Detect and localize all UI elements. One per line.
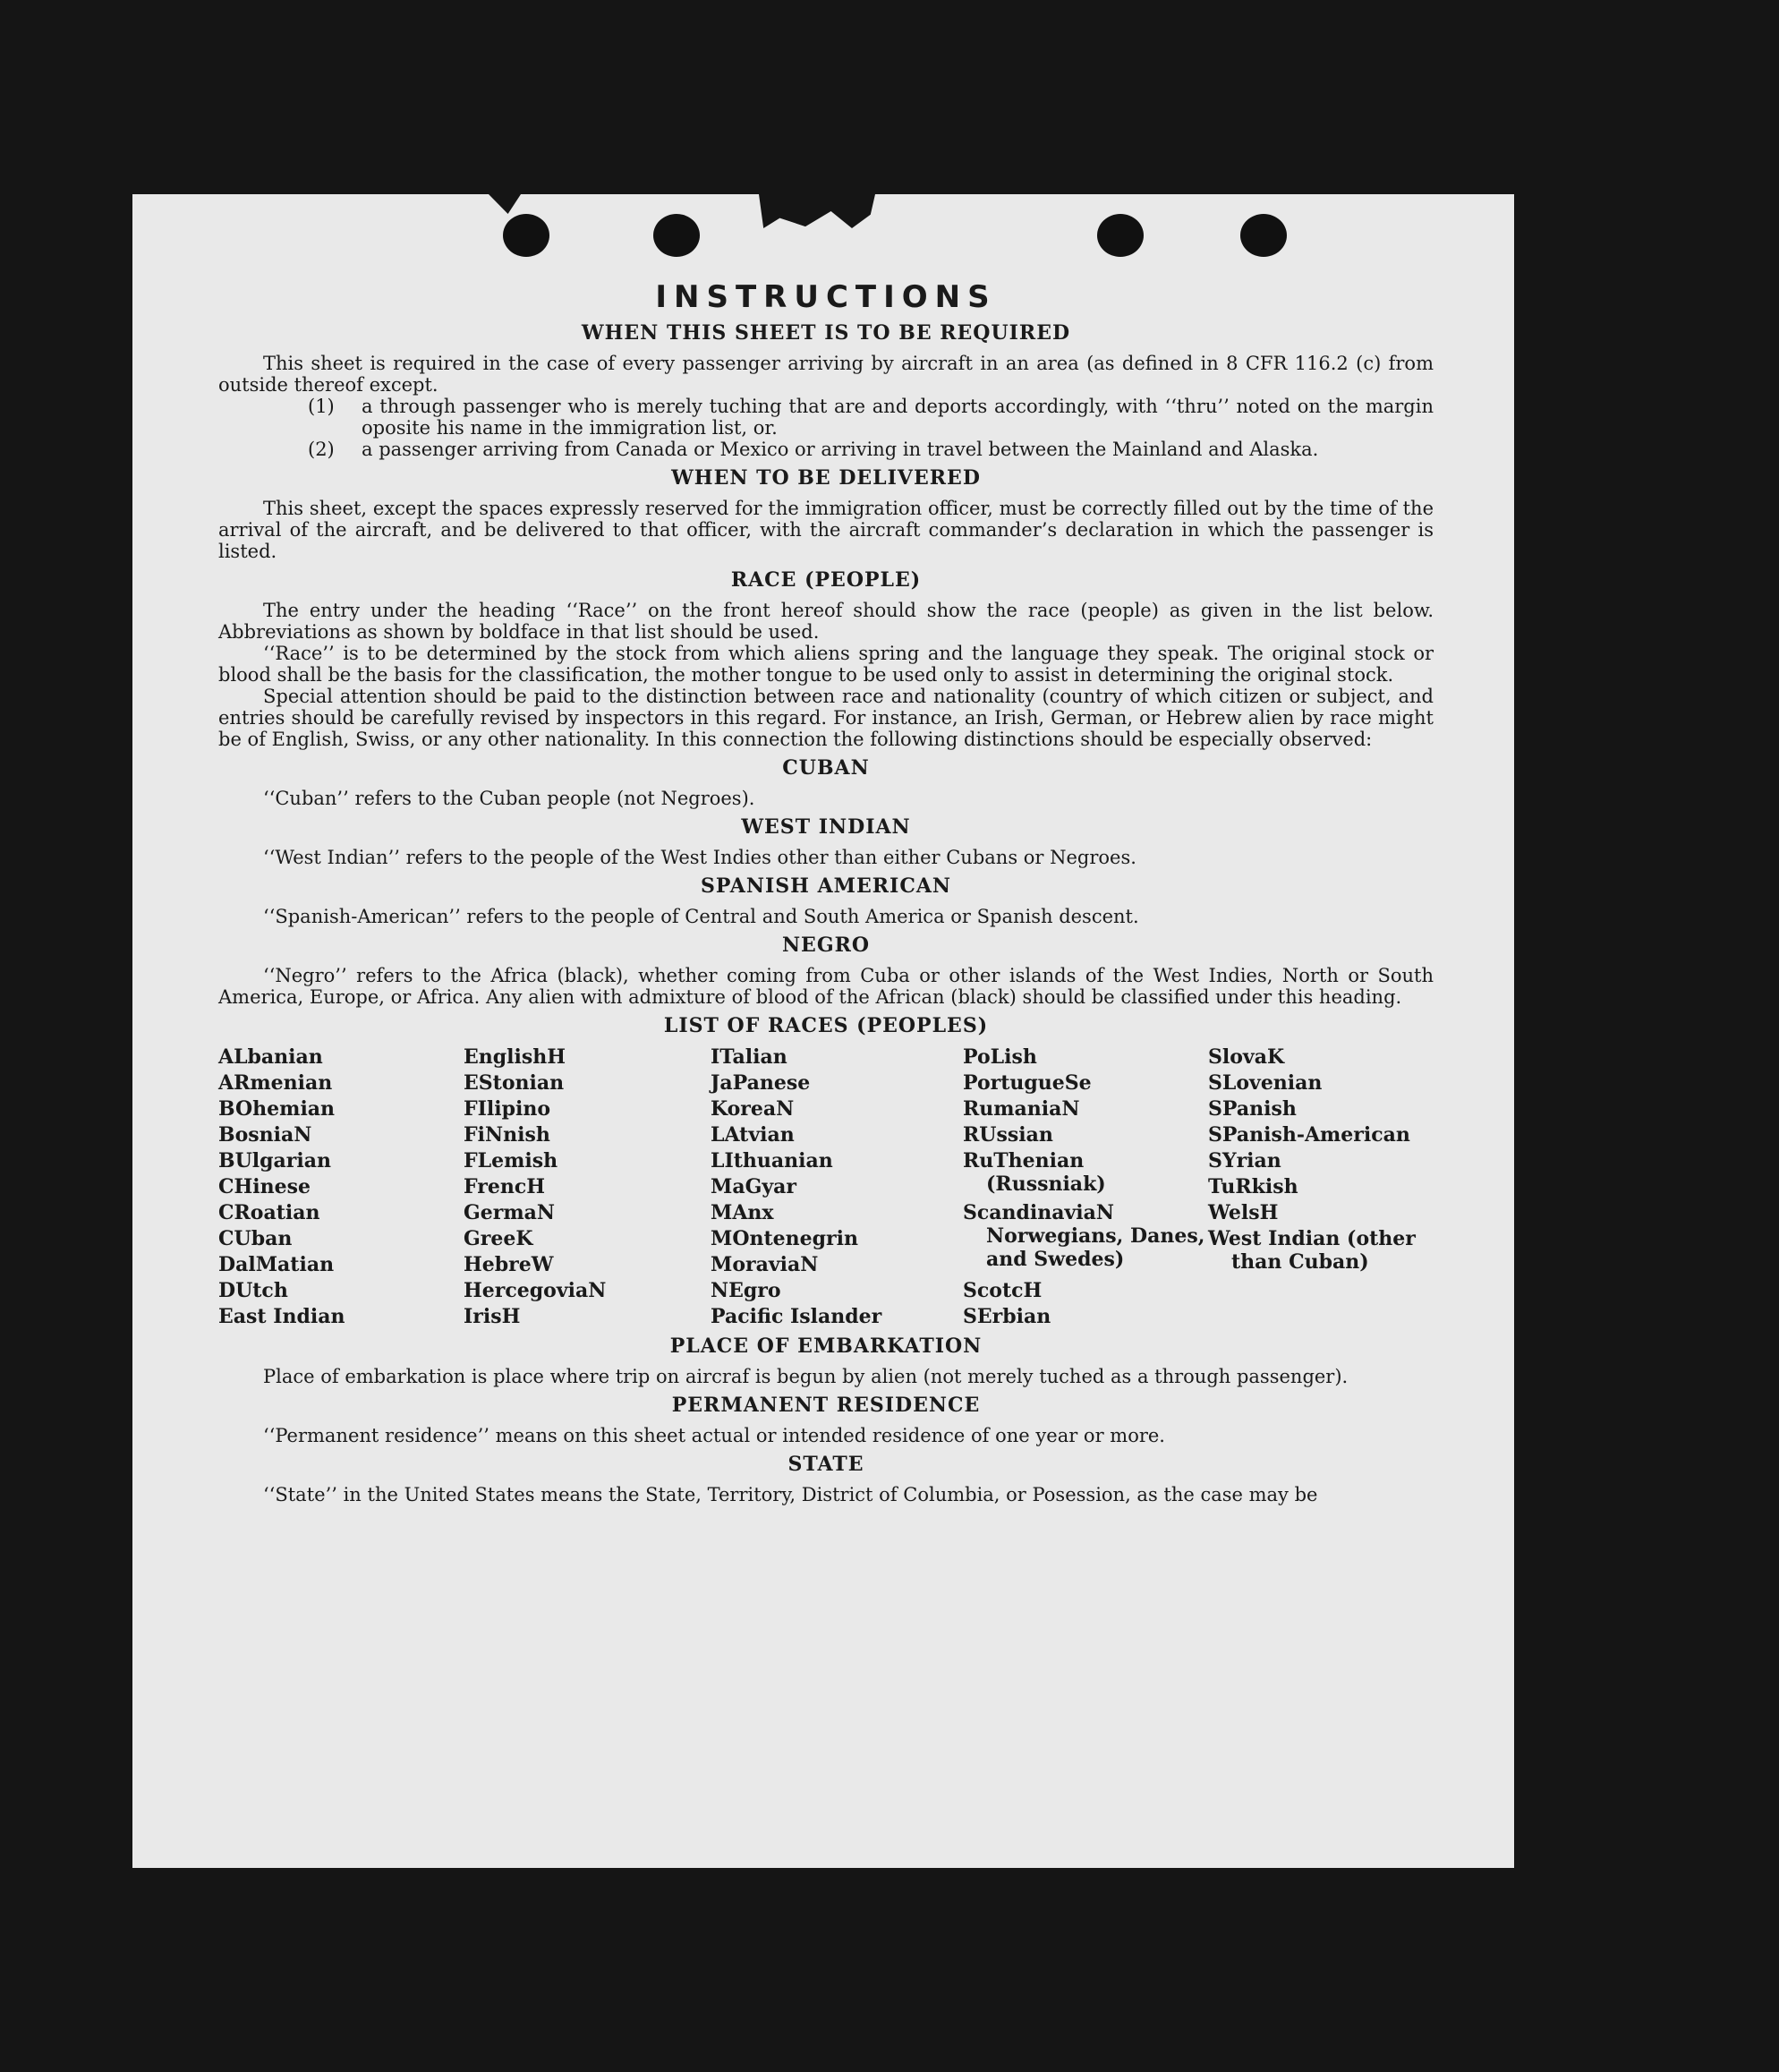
race-entry: CHinese bbox=[218, 1175, 311, 1198]
race-entry: GermaN bbox=[464, 1201, 556, 1224]
race-entry: MOntenegrin bbox=[711, 1227, 858, 1250]
race-entry: ScandinaviaN Norwegians, Danes, and Swedes) bbox=[963, 1201, 1205, 1271]
race-entry: DUtch bbox=[218, 1279, 288, 1302]
race-entry: MaGyar bbox=[711, 1175, 797, 1198]
item-text: a through passenger who is merely tuching that are and deports accordingly, with ‘‘thru’’ noted on the margin oposite his name in the immigration list, or. bbox=[362, 396, 1434, 439]
race-entry: East Indian bbox=[218, 1305, 345, 1328]
race-entry: Pacific Islander bbox=[711, 1305, 882, 1328]
torn-edge bbox=[489, 194, 521, 214]
punch-hole bbox=[1097, 214, 1144, 257]
exception-item bbox=[308, 439, 1434, 460]
race-entry: ALbanian bbox=[218, 1045, 323, 1069]
race-entry: SLovenian bbox=[1208, 1071, 1323, 1095]
cuban-text: ‘‘Cuban’’ refers to the Cuban people (not Negroes). bbox=[263, 788, 755, 809]
heading-list-of-races: LIST OF RACES (PEOPLES) bbox=[663, 1014, 989, 1037]
heading-race: RACE (PEOPLE) bbox=[730, 568, 922, 592]
race-entry: FrencH bbox=[464, 1175, 545, 1198]
heading-spanish-american: SPANISH AMERICAN bbox=[700, 874, 952, 898]
instructions-content bbox=[218, 279, 1434, 1505]
embarkation-text: Place of embarkation is place where trip on aircraf is begun by alien (not merely tuched as a through passenger). bbox=[263, 1366, 1349, 1387]
race-entry: JaPanese bbox=[711, 1071, 811, 1095]
race-entry: ITalian bbox=[711, 1045, 787, 1069]
race-entry: LAtvian bbox=[711, 1123, 795, 1147]
race-entry: WelsH bbox=[1208, 1201, 1279, 1224]
race-entry: RuThenian (Russniak) bbox=[963, 1149, 1106, 1196]
race-entry: ARmenian bbox=[218, 1071, 333, 1095]
spanish-american-text: ‘‘Spanish-American’’ refers to the people of Central and South America or Spanish descent. bbox=[263, 906, 1139, 927]
punch-hole bbox=[653, 214, 700, 257]
west-indian-text: ‘‘West Indian’’ refers to the people of the West Indies other than either Cubans or Negroes. bbox=[263, 847, 1136, 868]
race-paragraph: ‘‘Race’’ is to be determined by the stock from which aliens spring and the language they speak. The original stock or blood shall be the basis for the classification, the mother tongue to be used only to assist in determining the original stock. bbox=[218, 643, 1434, 686]
heading-cuban: CUBAN bbox=[782, 756, 870, 780]
race-entry: LIthuanian bbox=[711, 1149, 833, 1172]
race-entry: BUlgarian bbox=[218, 1149, 331, 1172]
race-entry: TuRkish bbox=[1208, 1175, 1298, 1198]
document-page bbox=[132, 194, 1514, 1868]
heading-when-delivered: WHEN TO BE DELIVERED bbox=[671, 466, 981, 490]
race-entry: ScotcH bbox=[963, 1279, 1043, 1302]
race-entry: HercegoviaN bbox=[464, 1279, 607, 1302]
race-entry: CUban bbox=[218, 1227, 293, 1250]
race-entry: SPanish bbox=[1208, 1097, 1297, 1121]
punch-hole bbox=[1240, 214, 1287, 257]
residence-text: ‘‘Permanent residence’’ means on this sheet actual or intended residence of one year or more. bbox=[263, 1425, 1165, 1446]
heading-negro: NEGRO bbox=[781, 934, 871, 957]
race-entry: DalMatian bbox=[218, 1253, 335, 1276]
race-entry: BOhemian bbox=[218, 1097, 336, 1121]
punch-hole bbox=[503, 214, 549, 257]
negro-text: ‘‘Negro’’ refers to the Africa (black), whether coming from Cuba or other islands of the West Indies, North or South America, Europe, or Africa. Any alien with admixture of blood of the African (black) should be classified under this heading. bbox=[218, 965, 1434, 1008]
race-entry: IrisH bbox=[464, 1305, 521, 1328]
race-entry: EStonian bbox=[464, 1071, 565, 1095]
race-entry: KoreaN bbox=[711, 1097, 795, 1121]
race-entry: FiNnish bbox=[464, 1123, 550, 1147]
exception-item bbox=[308, 396, 1434, 439]
heading-permanent-residence: PERMANENT RESIDENCE bbox=[671, 1394, 981, 1417]
race-entry: BosniaN bbox=[218, 1123, 312, 1147]
race-entry: EnglishH bbox=[464, 1045, 566, 1069]
item-number: (1) bbox=[308, 396, 335, 417]
item-text: a passenger arriving from Canada or Mexico or arriving in travel between the Mainland and Alaska. bbox=[362, 439, 1319, 460]
race-paragraph: Special attention should be paid to the distinction between race and nationality (country of which citizen or subject, and entries should be carefully revised by inspectors in this regard. For instance, an Irish, German, or Hebrew alien by race might be of English, Swiss, or any other nationality. In this connection the following distinctions should be especially observed: bbox=[218, 686, 1434, 750]
page-title: INSTRUCTIONS bbox=[655, 279, 997, 315]
race-entry: SlovaK bbox=[1208, 1045, 1285, 1069]
race-entry: RumaniaN bbox=[963, 1097, 1080, 1121]
race-entry: RUssian bbox=[963, 1123, 1053, 1147]
race-entry: GreeK bbox=[464, 1227, 533, 1250]
when-required-intro: This sheet is required in the case of every passenger arriving by aircraft in an area (as defined in 8 CFR 116.2 (c) from outside thereof except. bbox=[218, 353, 1434, 396]
race-entry: PoLish bbox=[963, 1045, 1037, 1069]
race-entry: SPanish-American bbox=[1208, 1123, 1410, 1147]
race-entry: PortugueSe bbox=[963, 1071, 1092, 1095]
heading-when-required: WHEN THIS SHEET IS TO BE REQUIRED bbox=[581, 321, 1071, 345]
race-entry: SErbian bbox=[963, 1305, 1051, 1328]
races-table bbox=[218, 1045, 1434, 1328]
race-entry: CRoatian bbox=[218, 1201, 320, 1224]
race-entry: SYrian bbox=[1208, 1149, 1281, 1172]
race-entry: MAnx bbox=[711, 1201, 774, 1224]
race-entry: HebreW bbox=[464, 1253, 554, 1276]
state-text: ‘‘State’’ in the United States means the State, Territory, District of Columbia, or Posession, as the case may be bbox=[263, 1484, 1318, 1505]
item-number: (2) bbox=[308, 439, 335, 460]
race-entry: FIlipino bbox=[464, 1097, 551, 1121]
race-entry: West Indian (other than Cuban) bbox=[1208, 1227, 1416, 1274]
race-entry: NEgro bbox=[711, 1279, 781, 1302]
heading-embarkation: PLACE OF EMBARKATION bbox=[669, 1334, 983, 1358]
heading-state: STATE bbox=[787, 1453, 864, 1476]
race-entry: MoraviaN bbox=[711, 1253, 819, 1276]
torn-edge bbox=[759, 194, 875, 228]
when-delivered-text: This sheet, except the spaces expressly reserved for the immigration officer, must be correctly filled out by the time of the arrival of the aircraft, and be delivered to that officer, with the aircraft commander’s declaration in which the passenger is listed. bbox=[218, 498, 1434, 562]
race-entry: FLemish bbox=[464, 1149, 558, 1172]
race-paragraph: The entry under the heading ‘‘Race’’ on the front hereof should show the race (people) as given in the list below. Abbreviations as shown by boldface in that list should be used. bbox=[218, 600, 1434, 643]
heading-west-indian: WEST INDIAN bbox=[741, 815, 911, 839]
